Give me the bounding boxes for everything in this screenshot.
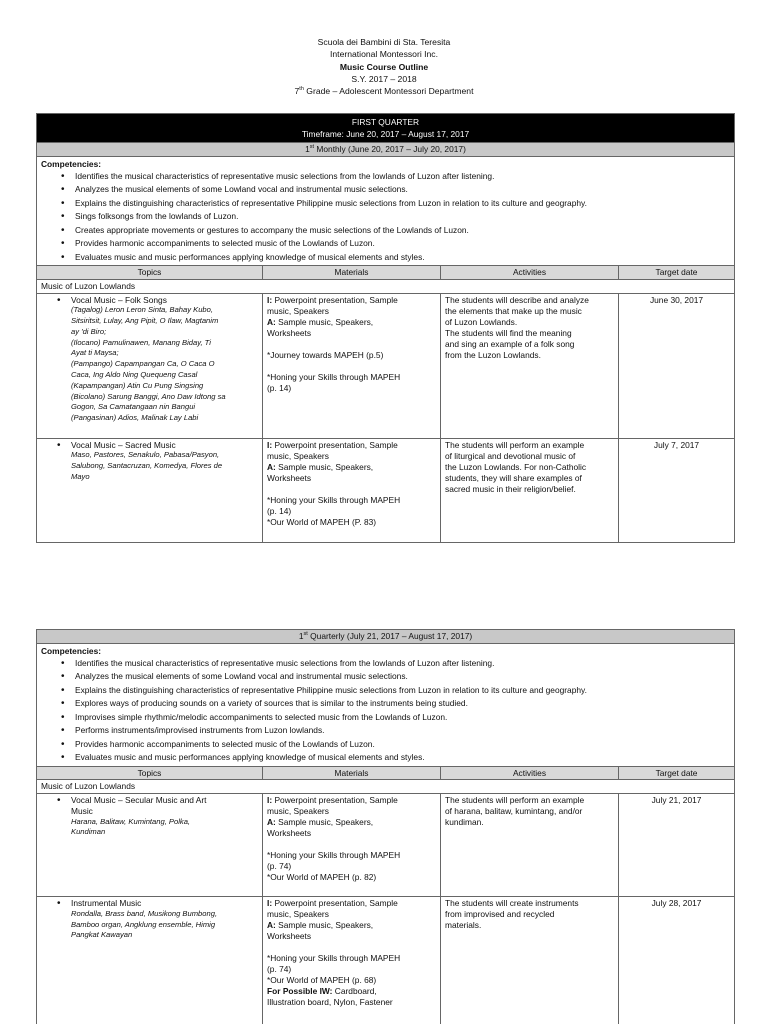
table-row [37, 794, 735, 897]
competencies-label: Competencies: [41, 645, 102, 656]
competencies-block [37, 156, 735, 265]
column-header-target-date: Target date [619, 766, 735, 780]
topic-cell [37, 794, 263, 897]
list-item: • Explores ways of producing sounds on a variety of sources that is similar to the instruments being studied. [61, 697, 730, 711]
topic-cell [37, 438, 263, 542]
list-item: • Identifies the musical characteristics of representative music selections from the lowlands of Luzon after listening. [61, 170, 730, 184]
column-header-materials: Materials [263, 266, 441, 280]
competencies-list [61, 170, 730, 265]
topic-cell [37, 897, 263, 1024]
column-header-topics: Topics [37, 266, 263, 280]
section-subheading: Music of Luzon Lowlands [37, 279, 735, 293]
topic-title: • Vocal Music – Sacred Music [57, 440, 258, 451]
school-year: S.Y. 2017 – 2018 [351, 73, 417, 84]
materials-cell: I: Powerpoint presentation, Sample music, Speakers A: Sample music, Speakers, Worksheets *Honing your Skills through MAPEH (p. 74) *Our World of MAPEH (p. 68) For Possible IW: Cardboard, Illustration board, Nylon, Fastener [263, 897, 441, 1024]
topic-cell [37, 293, 263, 438]
monthly-banner: 1st Monthly (June 20, 2017 – July 20, 2017) [37, 143, 735, 157]
activities-cell: The students will perform an example of harana, balitaw, kumintang, and/or kundiman. [441, 794, 619, 897]
column-header-target-date: Target date [619, 266, 735, 280]
materials-cell: I: Powerpoint presentation, Sample music, Speakers A: Sample music, Speakers, Worksheets *Honing your Skills through MAPEH (p. 14) *Our World of MAPEH (P. 83) [263, 438, 441, 542]
list-item: • Explains the distinguishing characteristics of representative Philippine music selections from Luzon in relation to its culture and geography. [61, 684, 730, 698]
competencies-list [61, 657, 730, 765]
list-item: • Performs instruments/improvised instruments from Luzon lowlands. [61, 724, 730, 738]
topic-detail: Harana, Balitaw, Kumintang, Polka, Kundiman [71, 816, 191, 837]
topic-detail: Maso, Pastores, Senakulo, Pabasa/Pasyon, Salubong, Santacruzan, Komedya, Flores de Mayo [71, 450, 223, 481]
target-date-cell: July 21, 2017 [619, 794, 735, 897]
target-date-cell: June 30, 2017 [619, 293, 735, 438]
list-item: • Identifies the musical characteristics of representative music selections from the lowlands of Luzon after listening. [61, 657, 730, 671]
column-header-activities: Activities [441, 766, 619, 780]
quarter-title: FIRST QUARTER [351, 117, 420, 127]
topic-detail: (Tagalog) Leron Leron Sinta, Bahay Kubo, Sitsiritsit, Lulay, Ang Pipit, O Ilaw, Magtanim ay 'di Biro; (Ilocano) Pamulinawen, Manang Biday, Ti Ayat ti Maysa; (Pampango) Capampangan Ca, O Caca O Caca, Ing Aldo Ning Quequeng Casal (Kapampangan) Atin Cu Pung Singsing (Bicolano) Sarung Banggi, Ano Daw Idtong sa Gogon, Sa Camatangaan nin Bangui (Pangasinan) Adios, Malinak Lay Labi [71, 305, 226, 423]
document-header [0, 36, 768, 97]
table-row [37, 897, 735, 1024]
list-item: • Analyzes the musical elements of some Lowland vocal and instrumental music selections. [61, 670, 730, 684]
list-item: • Evaluates music and music performances applying knowledge of musical elements and styles. [61, 251, 730, 265]
activities-cell: The students will create instruments from improvised and recycled materials. [441, 897, 619, 1024]
list-item: • Analyzes the musical elements of some Lowland vocal and instrumental music selections. [61, 183, 730, 197]
column-header-activities: Activities [441, 266, 619, 280]
target-date-cell: July 7, 2017 [619, 438, 735, 542]
materials-cell: I: Powerpoint presentation, Sample music, Speakers A: Sample music, Speakers, Worksheets *Honing your Skills through MAPEH (p. 74) *Our World of MAPEH (p. 82) [263, 794, 441, 897]
list-item: • Provides harmonic accompaniments to selected music of the Lowlands of Luzon. [61, 237, 730, 251]
first-monthly-table [36, 113, 735, 543]
activities-cell: The students will perform an example of liturgical and devotional music of the Luzon Lowlands. For non-Catholic students, they will share examples of sacred music in their religion/belief. [441, 438, 619, 542]
activities-cell: The students will describe and analyze the elements that make up the music of Luzon Lowlands. The students will find the meaning and sing an example of a folk song from the Luzon Lowlands. [441, 293, 619, 438]
topic-title: • Vocal Music – Secular Music and Art Music [57, 795, 258, 817]
quarter-timeframe: Timeframe: June 20, 2017 – August 17, 2017 [301, 129, 470, 139]
competencies-block [37, 643, 735, 766]
quarter-banner [37, 114, 735, 143]
organization-name: International Montessori Inc. [330, 49, 438, 60]
target-date-cell: July 28, 2017 [619, 897, 735, 1024]
topic-title: • Instrumental Music [57, 898, 258, 909]
list-item: • Evaluates music and music performances applying knowledge of musical elements and styles. [61, 751, 730, 765]
column-header-materials: Materials [263, 766, 441, 780]
topic-title: • Vocal Music – Folk Songs [57, 295, 258, 306]
competencies-label: Competencies: [41, 158, 102, 169]
column-header-topics: Topics [37, 766, 263, 780]
list-item: • Improvises simple rhythmic/melodic accompaniments to selected music from the Lowlands of Luzon. [61, 711, 730, 725]
table-row [37, 438, 735, 542]
topic-detail: Rondalla, Brass band, Musikong Bumbong, Bamboo organ, Angklung ensemble, Himig Pangkat Kawayan [71, 908, 218, 940]
course-title: Music Course Outline [339, 61, 429, 72]
first-quarterly-table [36, 629, 735, 1024]
quarterly-banner: 1st Quarterly (July 21, 2017 – August 17, 2017) [37, 630, 735, 644]
section-subheading: Music of Luzon Lowlands [37, 780, 735, 794]
list-item: • Creates appropriate movements or gestures to accompany the music selections of the Lowlands of Luzon. [61, 224, 730, 238]
table-row [37, 293, 735, 438]
materials-cell: I: Powerpoint presentation, Sample music, Speakers A: Sample music, Speakers, Worksheets *Journey towards MAPEH (p.5) *Honing your Skills through MAPEH (p. 14) [263, 293, 441, 438]
list-item: • Sings folksongs from the lowlands of Luzon. [61, 210, 730, 224]
grade-department: 7th Grade – Adolescent Montessori Department [294, 86, 474, 97]
school-name: Scuola dei Bambini di Sta. Teresita [317, 37, 451, 47]
list-item: • Provides harmonic accompaniments to selected music of the Lowlands of Luzon. [61, 738, 730, 752]
list-item: • Explains the distinguishing characteristics of representative Philippine music selections from Luzon in relation to its culture and geography. [61, 197, 730, 211]
